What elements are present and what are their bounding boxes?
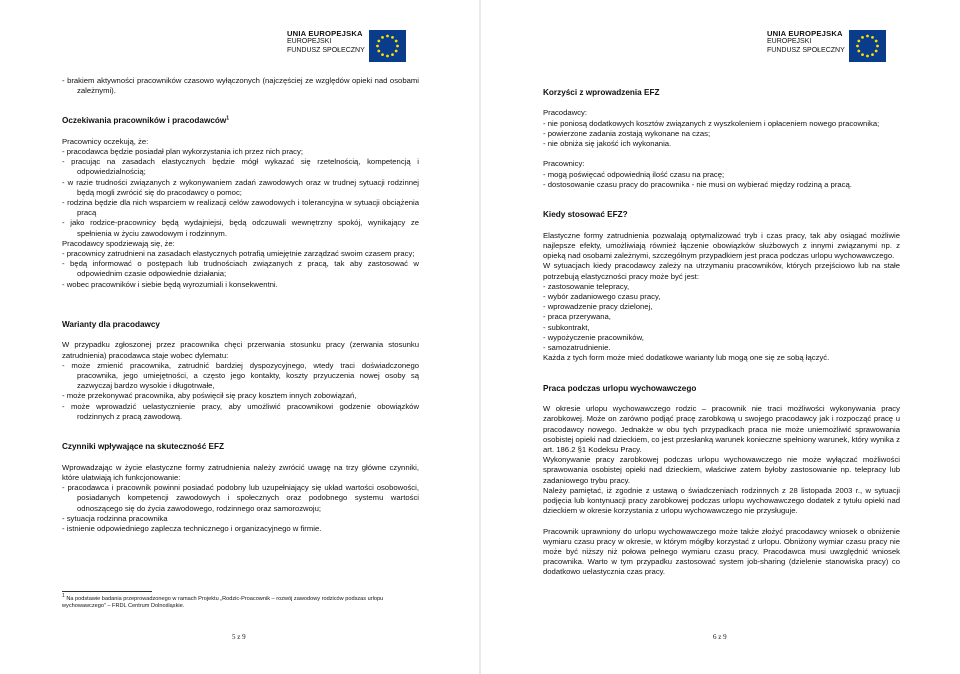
page-number: 6 z 9 bbox=[713, 633, 727, 641]
flag-star bbox=[856, 45, 859, 48]
eu-logo bbox=[767, 30, 886, 62]
flag-star bbox=[866, 35, 869, 38]
section-heading: Czynniki wpływające na skuteczność EFZ bbox=[62, 442, 224, 452]
section-heading: Kiedy stosować EFZ? bbox=[543, 210, 628, 220]
flag-star bbox=[376, 45, 379, 48]
flag-star bbox=[395, 50, 398, 53]
footnote-divider bbox=[62, 591, 152, 592]
flag-star bbox=[871, 36, 874, 39]
page-number: 5 z 9 bbox=[232, 633, 246, 641]
right-page bbox=[481, 0, 960, 674]
eu-logo-text: UNIA EUROPEJSKA EUROPEJSKI FUNDUSZ SPOŁECZNY bbox=[767, 29, 845, 54]
flag-star bbox=[377, 50, 380, 53]
section-heading: Praca podczas urlopu wychowawczego bbox=[543, 383, 697, 393]
flag-star bbox=[386, 55, 389, 58]
section-heading: Warianty dla pracodawcy bbox=[62, 320, 160, 330]
flag-star bbox=[866, 55, 869, 58]
flag-star bbox=[875, 40, 878, 43]
flag-star bbox=[381, 36, 384, 39]
flag-star bbox=[395, 40, 398, 43]
flag-star bbox=[875, 50, 878, 53]
flag-star bbox=[876, 45, 879, 48]
flag-star bbox=[381, 53, 384, 56]
flag-star bbox=[377, 40, 380, 43]
left-page bbox=[0, 0, 479, 674]
eu-flag-icon bbox=[849, 30, 886, 62]
eu-logo bbox=[287, 30, 406, 62]
flag-star bbox=[861, 36, 864, 39]
eu-logo-text: UNIA EUROPEJSKA EUROPEJSKI FUNDUSZ SPOŁECZNY bbox=[287, 29, 365, 54]
flag-star bbox=[857, 50, 860, 53]
flag-star bbox=[391, 36, 394, 39]
left-content: - brakiem aktywności pracowników czasowo wyłączonych (najczęściej ze względów opieki nad osobami zależnymi). Oczekiwania pracowników i pracodawców$^1$ Pracownicy oczekują, że: - pracodawca będzie posiadał plan wykorzystania ich przez nich pracy; - pracując na zasadach elastycznych będzie mógł wykazać się rzetelnością, kompetencją i odpowiedzialnością; - w razie trudności związanych z wykonywaniem zadań zawodowych oraz w trudnej sytuacji rodzinnej będą mogli zwrócić się do pracodawcy o pomoc; - rodzina będzie dla nich wsparciem w realizacji celów zawodowych i tolerancyjna w sytuacji obciążenia pracą - jako rodzice-pracownicy będą wydajniejsi, będą odczuwali wewnętrzny spokój, wynikający ze spełnienia w życiu zawodowym i rodzinnym. Pracodawcy spodziewają się, że: - pracownicy zatrudnieni na zasadach elastycznych potrafią umiejętnie zarządzać swoim czasem pracy; - będą informować o postępach lub trudnościach związanych z pracą, tak aby zastosować w odpowiednim czasie odpowiednie działania; - wobec pracowników i siebie będą wyrozumiali i konsekwentni. Warianty dla pracodawcy W przypadku zgłoszonej przez pracownika chęci przerwania stosunku pracy (zerwania stosunku zatrudnienia) pracodawca staje wobec dylematu: - może zmienić pracownika, zatrudnić bardziej dyspozycyjnego, wtedy traci doświadczonego pracownika, jego umiejętności, a często jego kontakty, koszty przyuczenia nowej osoby są zazwyczaj bardzo wysokie i długotrwałe, - może przekonywać pracownika, aby poświęcił się pracy kosztem innych zobowiązań, - może wprowadzić uelastycznienie pracy, aby umożliwić pracownikowi godzenie obowiązków rodzinnych z pracą zawodową. Czynniki wpływające na skuteczność EFZ Wprowadzając w życie elastyczne formy zatrudnienia należy zwrócić uwagę na trzy główne czynniki, które ułatwiają ich funkcjonowanie: - pracodawca i pracownik powinni posiadać podobny lub uzupełniający się układ wartości osobowości, posiadanych kompetencji zawodowych i społecznych oraz podobnego systemu wartości odnoszącego się do życia zawodowego, rodzinnego oraz samorozwoju; - sytuacja rodzinna pracownika - istnienie odpowiedniego zaplecza technicznego i organizacyjnego w firmie. bbox=[62, 76, 419, 534]
flag-star bbox=[857, 40, 860, 43]
section-heading: Korzyści z wprowadzenia EFZ bbox=[543, 88, 660, 97]
eu-flag-icon bbox=[369, 30, 406, 62]
flag-star bbox=[871, 53, 874, 56]
flag-star bbox=[391, 53, 394, 56]
footnote: $^1$ Na podstawie badania przeprowadzonego w ramach Projektu „Rodzic-Proacownik – rozwój zawodowy rodziców podszas urlopu wychowawczego” – FRDL Centrum Dolnośląskie. bbox=[62, 593, 384, 609]
intro-item: - brakiem aktywności pracowników czasowo wyłączonych (najczęściej ze względów opieki nad osobami zależnymi). bbox=[62, 76, 419, 96]
right-content: Korzyści z wprowadzenia EFZ Pracodawcy: - nie poniosą dodatkowych kosztów związanych z wyszkoleniem i opłaceniem nowego pracownika; - powierzone zadania zostają wykonane na czas; - nie obniża się jakość ich wykonania. Pracownicy: - mogą poświęcać odpowiednią ilość czasu na pracę; - dostosowanie czasu pracy do pracownika - nie musi on wybierać między rodziną a pracą. Kiedy stosować EFZ? Elastyczne formy zatrudnienia pozwalają optymalizować tryb i czas pracy, tak aby osiągać możliwie najlepsze efekty, umożliwiają również łączenie obowiązków służbowych z innymi związanymi np. z opieką nad osobami zależnymi, szczególnym przypadkiem jest praca podczas urlopu wychowawczego. W sytuacjach kiedy pracodawcy zależy na utrzymaniu pracowników, których przejściowo lub na stałe potrzebują elastyczności pracy może być jest: - zastosowanie telepracy, - wybór zadaniowego czasu pracy, - wprowadzenie pracy dzielonej, - praca przerywana, - subkontrakt, - wypożyczenie pracowników, - samozatrudnienie. Każda z tych form może mieć dodatkowe warianty lub mogą one się ze sobą łączyć. Praca podczas urlopu wychowawczego W okresie urlopu wychowawczego rodzic – pracownik nie traci możliwości wykonywania pracy zarobkowej. Może on zarówno podjąć pracę zarobkową u swojego pracodawcy jak i rozpocząć pracę u pracodawcy nowego. Jednakże w obu tych przypadkach praca nie może uniemożliwić sprawowania osobistej opieki nad dzieckiem, co jest przesłanką warunek konieczne spełniony warunek, który wynika z art. 186.2 §1 Kodeksu Pracy. Wykonywanie pracy zarobkowej podczas urlopu wychowawczego nie może wyłączać możliwości sprawowania osobistej opieki nad dzieckiem, właściwe zatem byłoby zastosowanie np. telepracy lub zadaniowego trybu pracy. Należy pamiętać, iż zgodnie z ustawą o świadczeniach rodzinnych z 28 listopada 2003 r., w sytuacji podjęcia lub kontynuacji pracy zarobkowej podczas urlopu wychowawczego dodatek z tytułu opieki nad dzieckiem w okresie korzystania z urlopu wychowawczego nie przysługuje. Pracownik uprawniony do urlopu wychowawczego może także złożyć pracodawcy wniosek o obniżenie wymiaru czasu pracy w okresie, w którym mógłby korzystać z urlopu. Obniżony wymiar czasu pracy nie może być niższy niż połowa pełnego wymiaru czasu pracy. Pracodawca musi uwzględnić wniosek pracownika. Warto w tym przypadku zastosować system job-sharing (dzielenie stanowiska pracy) co dodatkowo uelastycznia czas pracy. bbox=[543, 88, 900, 577]
flag-star bbox=[861, 53, 864, 56]
flag-star bbox=[396, 45, 399, 48]
section-heading: Oczekiwania pracowników i pracodawców$^1$ bbox=[62, 115, 230, 126]
flag-star bbox=[386, 35, 389, 38]
